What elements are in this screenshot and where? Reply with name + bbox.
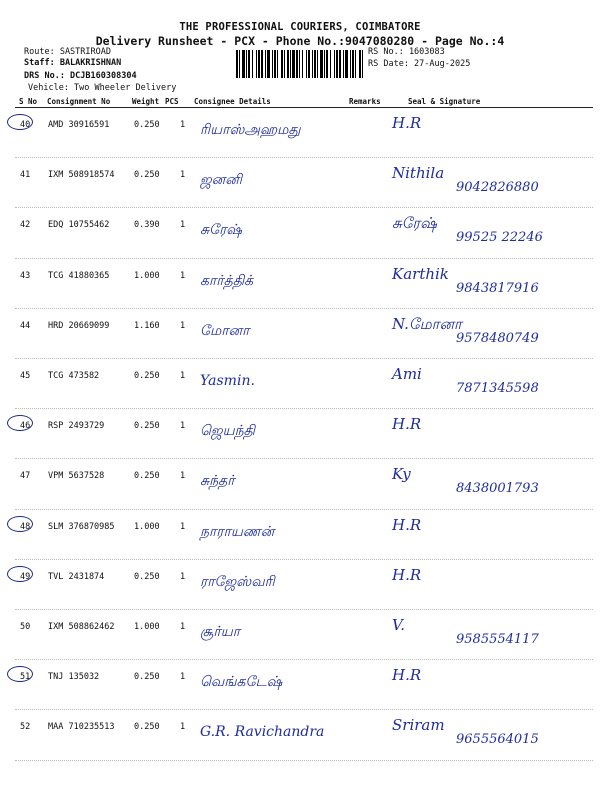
barcode-bar (320, 50, 323, 78)
barcode-bar (256, 50, 257, 78)
col-sno-header: S No (19, 97, 38, 106)
vehicle-label: Vehicle: Two Wheeler Delivery (28, 83, 177, 93)
barcode-bar (314, 50, 316, 78)
col-consignment-header: Consignment No (47, 97, 111, 106)
runsheet-header-title: THE PROFESSIONAL COURIERS, COIMBATORE (179, 21, 421, 33)
recipient-phone: 9585554117 (456, 632, 539, 647)
recipient-signature: H.R (392, 515, 422, 534)
consignee-handwriting: G.R. Ravichandra (200, 724, 325, 741)
barcode-bar (290, 50, 291, 78)
consignment-no-cell: IXM 508918574 (48, 170, 115, 181)
recipient-signature: Karthik (392, 264, 449, 283)
pcs-cell: 1 (180, 371, 186, 381)
consignee-handwriting: சுந்தர் (200, 473, 235, 490)
barcode-bar (302, 50, 303, 78)
drs-number: DRS No.: DCJB160308304 (24, 71, 137, 81)
rs-date: RS Date: 27-Aug-2025 (368, 59, 471, 69)
weight-cell: 1.160 (134, 320, 160, 331)
recipient-signature: Sriram (392, 716, 445, 735)
consignee-handwriting: ஜனனி (200, 172, 242, 189)
barcode-bar (324, 50, 325, 78)
pcs-cell: 1 (180, 672, 186, 683)
consignee-handwriting: நாராயணன் (200, 523, 275, 540)
barcode-bar (296, 50, 298, 78)
pcs-cell: 1 (180, 571, 186, 582)
recipient-phone: 7871345598 (456, 381, 539, 396)
rs-number: RS No.: 1603083 (368, 47, 445, 57)
barcode-bar (248, 50, 250, 78)
recipient-signature: H.R (392, 666, 422, 685)
barcode-bar (334, 50, 335, 78)
barcode-bar (355, 50, 356, 78)
col-weight-header: Weight (132, 97, 160, 106)
barcode-bar (236, 50, 238, 78)
recipient-signature: Nithila (392, 164, 445, 183)
table-row (0, 560, 600, 606)
consignment-no-cell: TNJ 135032 (48, 672, 100, 683)
sno-cell: 52 (20, 722, 31, 733)
recipient-signature: சுரேஷ் (392, 214, 437, 233)
recipient-phone: 8438001793 (456, 481, 539, 497)
barcode-bar (252, 50, 253, 78)
consignee-handwriting: ரியாஸ்அஹமது (200, 122, 301, 138)
consignment-no-cell: EDQ 10755462 (48, 220, 110, 231)
table-row (0, 660, 600, 706)
barcode-bar (345, 50, 348, 78)
sno-cell: 46 (20, 421, 31, 432)
barcode-bar (326, 50, 328, 78)
weight-cell: 1.000 (134, 270, 160, 281)
barcode-bar (277, 50, 278, 78)
table-row (0, 459, 600, 505)
sno-cell: 40 (20, 120, 31, 130)
recipient-signature: V. (392, 616, 405, 634)
pcs-cell: 1 (180, 722, 186, 733)
barcode-bar (284, 50, 285, 78)
barcode-bar (267, 50, 270, 78)
barcode-bar (317, 50, 318, 78)
weight-cell: 0.250 (134, 371, 160, 381)
barcode-bar (261, 50, 263, 78)
sno-cell: 50 (20, 622, 31, 632)
weight-cell: 0.250 (134, 471, 160, 482)
table-row (0, 259, 600, 305)
table-row (0, 108, 600, 154)
runsheet-header-subtitle: Delivery Runsheet - PCX - Phone No.:9047080280 - Page No.:4 (95, 34, 505, 48)
consignment-no-cell: AMD 30916591 (48, 120, 110, 130)
barcode-bar (274, 50, 276, 78)
table-row (0, 158, 600, 204)
barcode-bar (308, 50, 310, 78)
consignment-no-cell: TCG 41880365 (48, 270, 110, 281)
table-row (0, 309, 600, 355)
weight-cell: 0.250 (134, 672, 160, 683)
row-divider (15, 760, 593, 761)
barcode-bar (306, 50, 307, 78)
barcode-bar (239, 50, 240, 78)
table-row (0, 510, 600, 556)
recipient-phone: 99525 22246 (456, 230, 543, 246)
pcs-cell: 1 (180, 421, 186, 432)
col-consignee-header: Consignee Details (194, 97, 271, 106)
col-pcs-header: PCS (165, 97, 179, 106)
sno-cell: 44 (20, 320, 31, 331)
barcode-bar (339, 50, 341, 78)
consignment-no-cell: VPM 5637528 (48, 471, 105, 482)
barcode-bar (312, 50, 313, 78)
weight-cell: 0.390 (134, 220, 160, 231)
recipient-signature: H.R (392, 415, 422, 434)
weight-cell: 0.250 (134, 170, 160, 181)
col-seal-header: Seal & Signature (408, 97, 481, 106)
sno-cell: 41 (20, 170, 31, 181)
barcode-bar (292, 50, 295, 78)
pcs-cell: 1 (180, 471, 186, 482)
consignment-no-cell: HRD 20669099 (48, 320, 110, 331)
barcode-bar (343, 50, 344, 78)
sno-cell: 43 (20, 270, 31, 281)
weight-cell: 1.000 (134, 521, 160, 532)
consignee-handwriting: சூர்யா (200, 624, 241, 640)
barcode-bar (352, 50, 354, 78)
weight-cell: 0.250 (134, 120, 160, 130)
barcode-bar (272, 50, 273, 78)
pcs-cell: 1 (180, 521, 186, 532)
consignment-no-cell: SLM 376870985 (48, 521, 115, 532)
pcs-cell: 1 (180, 120, 186, 130)
consignment-no-cell: TCG 473582 (48, 371, 100, 381)
consignee-handwriting: சுரேஷ் (200, 222, 242, 239)
sno-cell: 51 (20, 672, 31, 683)
pcs-cell: 1 (180, 622, 186, 632)
table-row (0, 409, 600, 455)
sno-cell: 49 (20, 571, 31, 582)
weight-cell: 0.250 (134, 722, 160, 733)
sno-cell: 45 (20, 371, 31, 381)
recipient-phone: 9578480749 (456, 330, 539, 346)
barcode-bar (265, 50, 266, 78)
consignment-no-cell: RSP 2493729 (48, 421, 105, 432)
pcs-cell: 1 (180, 320, 186, 331)
recipient-signature: H.R (392, 565, 422, 584)
pcs-cell: 1 (180, 270, 186, 281)
consignee-handwriting: வெங்கடேஷ் (200, 674, 283, 691)
barcode-bars (236, 50, 363, 78)
recipient-signature: N.மோனா (392, 314, 462, 333)
recipient-signature: H.R (392, 114, 422, 132)
barcode-bar (359, 50, 361, 78)
barcode-bar (242, 50, 245, 78)
consignment-no-cell: TVL 2431874 (48, 571, 105, 582)
barcode-bar (336, 50, 338, 78)
weight-cell: 1.000 (134, 622, 160, 632)
consignee-handwriting: ராஜேஸ்வரி (200, 573, 275, 590)
consignee-handwriting: ஜெயந்தி (200, 423, 256, 440)
recipient-signature: Ky (392, 465, 411, 484)
route-label: Route: SASTRIROAD (24, 47, 111, 57)
sno-cell: 48 (20, 521, 31, 532)
sno-cell: 47 (20, 471, 31, 482)
barcode (236, 50, 364, 78)
staff-label: Staff: BALAKRISHNAN (24, 58, 122, 68)
barcode-bar (258, 50, 260, 78)
barcode-bar (330, 50, 331, 78)
barcode-bar (362, 50, 363, 78)
barcode-bar (299, 50, 300, 78)
sno-cell: 42 (20, 220, 31, 231)
table-row (0, 610, 600, 656)
recipient-signature: Ami (392, 365, 422, 383)
weight-cell: 0.250 (134, 421, 160, 432)
recipient-phone: 9655564015 (456, 732, 539, 748)
consignment-no-cell: IXM 508862462 (48, 622, 115, 632)
consignee-handwriting: கார்த்திக் (200, 272, 254, 289)
barcode-bar (281, 50, 283, 78)
pcs-cell: 1 (180, 220, 186, 231)
recipient-phone: 9843817916 (456, 280, 539, 296)
recipient-phone: 9042826880 (456, 180, 539, 196)
barcode-bar (246, 50, 247, 78)
barcode-bar (350, 50, 351, 78)
pcs-cell: 1 (180, 170, 186, 181)
table-row (0, 208, 600, 254)
table-row (0, 710, 600, 756)
col-remarks-header: Remarks (349, 97, 381, 106)
barcode-bar (287, 50, 289, 78)
consignment-no-cell: MAA 710235513 (48, 722, 115, 733)
consignee-handwriting: Yasmin. (200, 373, 255, 389)
weight-cell: 0.250 (134, 571, 160, 582)
table-row (0, 359, 600, 405)
consignee-handwriting: மோனா (200, 322, 250, 339)
